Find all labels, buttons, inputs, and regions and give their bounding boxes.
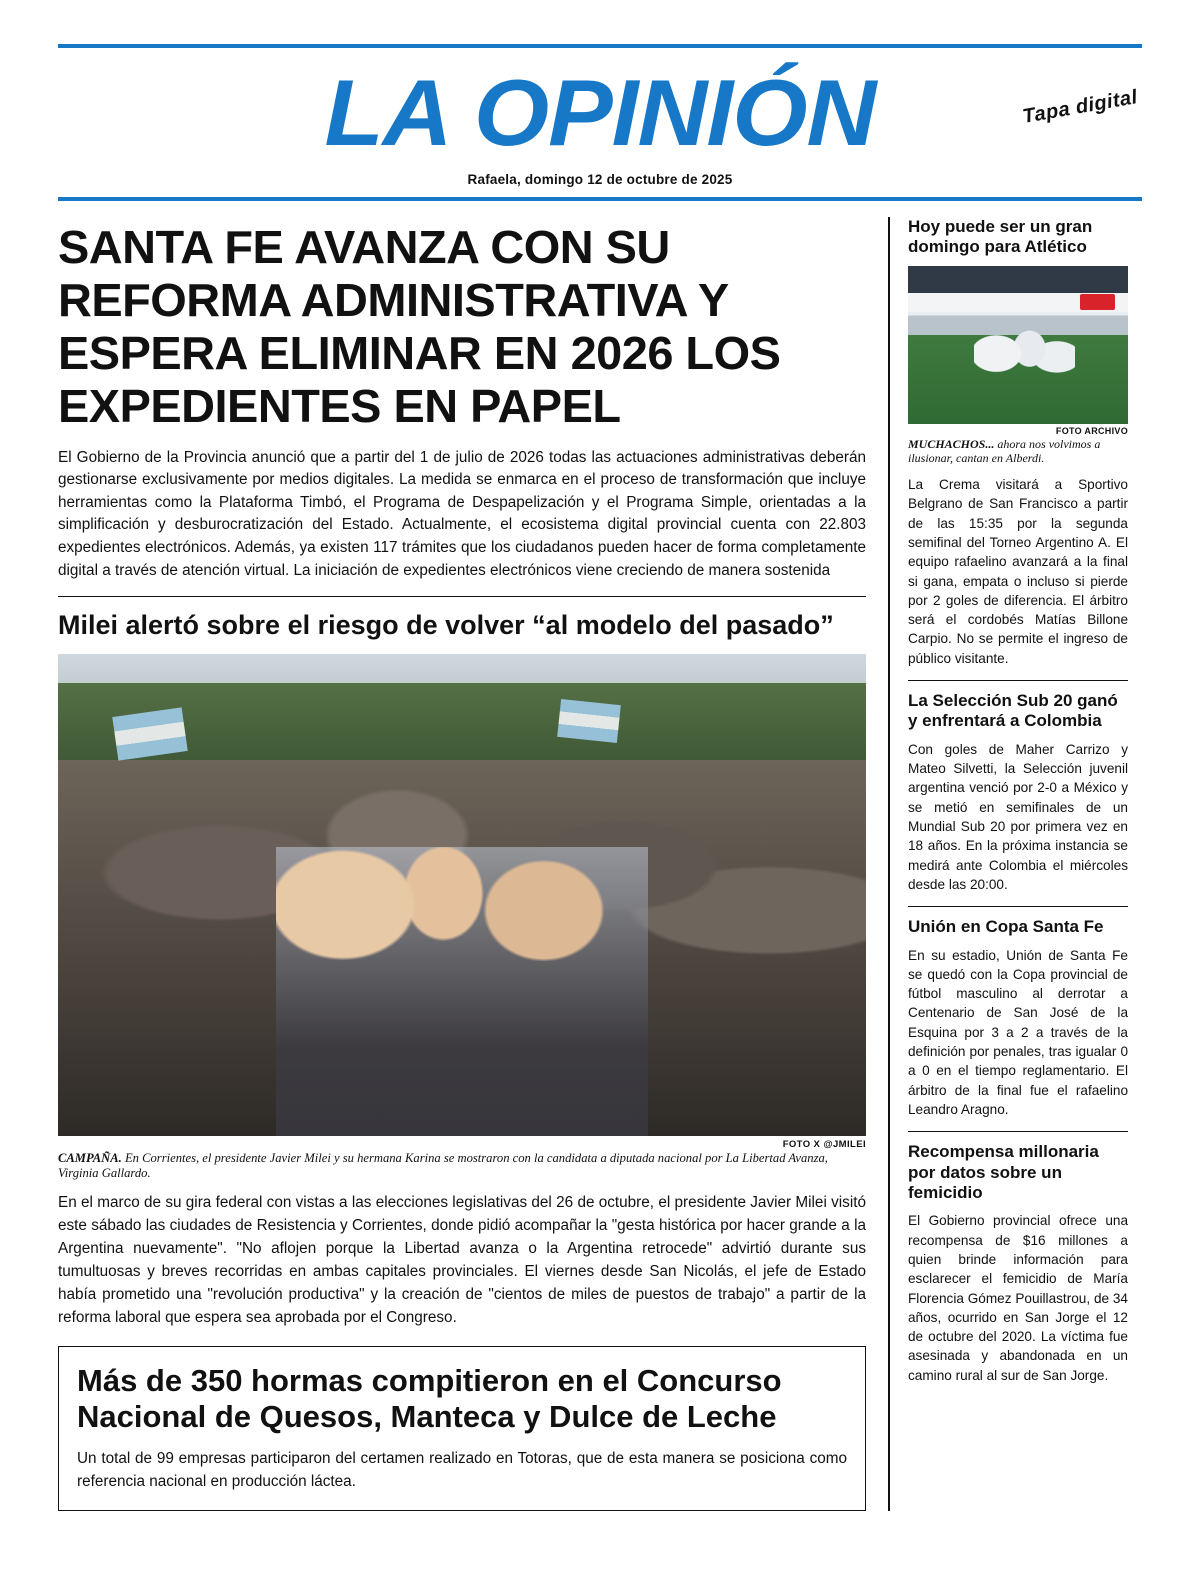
caption-text: En Corrientes, el presidente Javier Milei y su hermana Karina se mostraron con la candidata a diputada nacional por La Libertad Avanza, Virginia Gallardo. bbox=[58, 1150, 828, 1181]
photo-ad-band bbox=[908, 293, 1128, 312]
lead-story bbox=[58, 221, 866, 582]
milei-photo-credit: FOTO X @JMILEI bbox=[782, 1138, 866, 1150]
milei-photo-caption bbox=[58, 1151, 866, 1182]
sidebar-body: En su estadio, Unión de Santa Fe se quedó con la Copa provincial de fútbol masculino al derrotar a Centenario de San José de la Esquina por 3 a 2 a través de la definición por penales, tras igualar 0 a 0 en el tiempo reglamentario. El árbitro de la final fue el rafaelino Leandro Aragno. bbox=[908, 947, 1128, 1117]
masthead bbox=[58, 44, 1142, 201]
sidebar-headline: La Selección Sub 20 ganó y enfrentará a Colombia bbox=[908, 691, 1118, 731]
sidebar-body: El Gobierno provincial ofrece una recompensa de $16 millones a quien brinde información para esclarecer el femicidio de María Florencia Gómez Pouillastrou, de 34 años, ocurrido en San Jorge el 12 de octubre del 2020. La víctima fue asesinada y abandonada en un camino rural al sur de San Jorge. bbox=[908, 1213, 1128, 1383]
divider bbox=[908, 680, 1128, 681]
caption-lead: CAMPAÑA. bbox=[58, 1150, 122, 1165]
milei-photo bbox=[58, 654, 866, 1136]
atletico-photo bbox=[908, 266, 1128, 424]
sidebar-item-recompensa bbox=[908, 1142, 1128, 1385]
sidebar-item-union bbox=[908, 917, 1128, 1119]
atletico-photo-caption bbox=[908, 437, 1128, 466]
divider bbox=[908, 906, 1128, 907]
sidebar-item-atletico bbox=[908, 217, 1128, 668]
caption-lead: MUCHACHOS... bbox=[908, 436, 995, 451]
sidebar bbox=[888, 217, 1128, 1511]
issue-date: Rafaela, domingo 12 de octubre de 2025 bbox=[467, 172, 733, 187]
photo-players bbox=[974, 329, 1075, 411]
divider bbox=[58, 596, 866, 597]
milei-body: En el marco de su gira federal con vistas a las elecciones legislativas del 26 de octubre, el presidente Javier Milei visitó este sábado las ciudades de Resistencia y Corrientes, donde pidió acompañar la "gesta histórica por hacer grande a la Argentina nuevamente". "No aflojen porque la Libertad avanza o la Argentina retrocede" advirtió durante sus tumultuosas y breves recorridas en ambas capitales provinciales. El viernes desde San Nicolás, el jefe de Estado había prometido una "revolución productiva" y la creación de "cientos de miles de puestos de trabajo" a partir de la reforma laboral que espera sea aprobada por el Congreso. bbox=[58, 1194, 866, 1326]
cheese-contest-body: Un total de 99 empresas participaron del certamen realizado en Totoras, que de esta manera se posiciona como referencia nacional en producción láctea. bbox=[77, 1449, 847, 1490]
sidebar-headline: Unión en Copa Santa Fe bbox=[908, 917, 1104, 937]
atletico-photo-credit: FOTO ARCHIVO bbox=[1055, 425, 1128, 436]
publication-title: LA OPINIÓN bbox=[324, 60, 876, 165]
flag-icon bbox=[557, 699, 621, 743]
photo-subjects bbox=[276, 847, 648, 1136]
page-content bbox=[58, 217, 1142, 1511]
sidebar-body: Con goles de Maher Carrizo y Mateo Silvetti, la Selección juvenil argentina venció por 2-0 a México y se metió en semifinales de un Mundial Sub 20 por primera vez en 18 años. En la próxima instancia se medirá ante Colombia el miércoles desde las 20:00. bbox=[908, 741, 1128, 892]
sidebar-item-sub20 bbox=[908, 691, 1128, 894]
caption-text: ahora nos volvimos a ilusionar, cantan en Alberdi. bbox=[908, 436, 1101, 466]
sidebar-headline: Hoy puede ser un gran domingo para Atlético bbox=[908, 217, 1093, 257]
flag-icon bbox=[112, 707, 187, 760]
lead-headline: SANTA FE AVANZA CON SU REFORMA ADMINISTRATIVA Y ESPERA ELIMINAR EN 2026 LOS EXPEDIENTES EN PAPEL bbox=[58, 221, 781, 432]
sidebar-headline: Recompensa millonaria por datos sobre un femicidio bbox=[908, 1142, 1099, 1202]
divider bbox=[908, 1131, 1128, 1132]
tapa-digital-badge: Tapa digital bbox=[1020, 86, 1139, 128]
milei-story bbox=[58, 609, 866, 1329]
main-column bbox=[58, 217, 888, 1511]
sidebar-body: La Crema visitará a Sportivo Belgrano de San Francisco a partir de las 15:35 por la segunda semifinal del Torneo Argentino A. El equipo rafaelino avanzará a la final si gana, empata o incluso si pierde por 2 goles de diferencia. El árbitro será el cordobés Matías Billone Carpio. No se permite el ingreso de público visitante. bbox=[908, 477, 1128, 666]
lead-body: El Gobierno de la Provincia anunció que a partir del 1 de julio de 2026 todas las actuaciones administrativas deberán gestionarse exclusivamente por medios digitales. La medida se enmarca en el proceso de transformación que incluye herramientas como la Plataforma Timbó, el Programa de Despapelización y el Programa Simple, orientadas a la simplificación y desburocratización del Estado. Actualmente, el ecosistema digital provincial cuenta con 22.803 expedientes electrónicos. Además, ya existen 117 trámites que los ciudadanos pueden hacer de forma completamente digital a través de atención virtual. La iniciación de expedientes electrónicos viene creciendo de manera sostenida bbox=[58, 448, 866, 579]
milei-headline: Milei alertó sobre el riesgo de volver “al modelo del pasado” bbox=[58, 610, 834, 641]
cheese-contest-headline: Más de 350 hormas compitieron en el Concurso Nacional de Quesos, Manteca y Dulce de Leche bbox=[77, 1362, 782, 1435]
cheese-contest-story bbox=[58, 1346, 866, 1511]
